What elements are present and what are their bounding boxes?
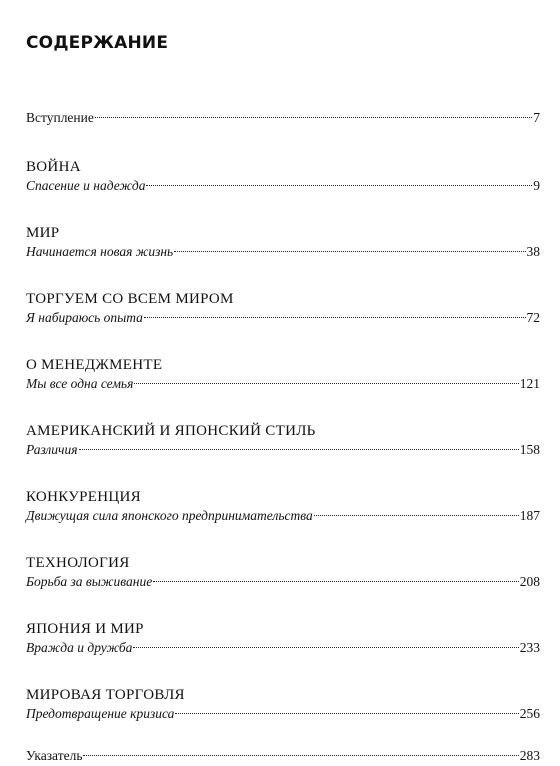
dot-leader bbox=[174, 251, 525, 252]
toc-page-number: 187 bbox=[519, 508, 540, 523]
toc-line bbox=[26, 176, 540, 196]
dot-leader bbox=[134, 383, 518, 384]
chapter-title: ТОРГУЕМ СО ВСЕМ МИРОМ bbox=[26, 291, 234, 307]
chapter-title: О МЕНЕДЖМЕНТЕ bbox=[26, 357, 163, 373]
toc-entry-chapter[interactable] bbox=[26, 290, 540, 328]
chapter-subtitle: Различия bbox=[26, 442, 78, 457]
toc-page-number: 38 bbox=[526, 244, 540, 259]
page-title: СОДЕРЖАНИЕ bbox=[26, 33, 169, 53]
toc-entry-index[interactable] bbox=[26, 746, 540, 766]
chapter-subtitle: Движущая сила японского предпринимательства bbox=[26, 508, 313, 523]
chapter-title: ТЕХНОЛОГИЯ bbox=[26, 555, 130, 571]
dot-leader bbox=[83, 755, 518, 756]
toc-page-number: 233 bbox=[519, 640, 540, 655]
toc-entry-chapter[interactable] bbox=[26, 686, 540, 724]
toc-line bbox=[26, 108, 540, 128]
toc-line bbox=[26, 572, 540, 592]
toc-entry-chapter[interactable] bbox=[26, 554, 540, 592]
toc-entry-chapter[interactable] bbox=[26, 488, 540, 526]
chapter-subtitle: Спасение и надежда bbox=[26, 178, 146, 193]
toc-page-number: 72 bbox=[526, 310, 540, 325]
toc-line bbox=[26, 506, 540, 526]
toc-entry-chapter[interactable] bbox=[26, 158, 540, 196]
chapter-subtitle: Борьба за выживание bbox=[26, 574, 153, 589]
toc-line bbox=[26, 242, 540, 262]
toc-line bbox=[26, 746, 540, 766]
toc-entry-chapter[interactable] bbox=[26, 422, 540, 460]
toc-line bbox=[26, 704, 540, 724]
toc-page-number: 208 bbox=[519, 574, 540, 589]
chapter-subtitle: Предотвращение кризиса bbox=[26, 706, 175, 721]
dot-leader bbox=[79, 449, 519, 450]
dot-leader bbox=[314, 515, 519, 516]
chapter-subtitle: Мы все одна семья bbox=[26, 376, 134, 391]
dot-leader bbox=[146, 185, 532, 186]
chapter-title: ЯПОНИЯ И МИР bbox=[26, 621, 144, 637]
toc-page-number: 121 bbox=[519, 376, 540, 391]
toc-page-number: 7 bbox=[533, 110, 540, 125]
chapter-title: МИРОВАЯ ТОРГОВЛЯ bbox=[26, 687, 185, 703]
chapter-subtitle: Начинается новая жизнь bbox=[26, 244, 174, 259]
toc-page-number: 256 bbox=[519, 706, 540, 721]
toc-line bbox=[26, 374, 540, 394]
dot-leader bbox=[153, 581, 519, 582]
chapter-subtitle: Я набираюсь опыта bbox=[26, 310, 143, 325]
toc-line bbox=[26, 308, 540, 328]
chapter-title: КОНКУРЕНЦИЯ bbox=[26, 489, 141, 505]
toc-entry-chapter[interactable] bbox=[26, 356, 540, 394]
toc-entry-label: Вступление bbox=[26, 110, 94, 125]
toc-line bbox=[26, 638, 540, 658]
toc-entry-label: Указатель bbox=[26, 748, 83, 763]
dot-leader bbox=[175, 713, 518, 714]
toc-entry-chapter[interactable] bbox=[26, 620, 540, 658]
chapter-title: АМЕРИКАНСКИЙ И ЯПОНСКИЙ СТИЛЬ bbox=[26, 423, 316, 439]
chapter-title: ВОЙНА bbox=[26, 159, 81, 175]
toc-page-number: 283 bbox=[519, 748, 540, 763]
toc-page-number: 9 bbox=[533, 178, 540, 193]
dot-leader bbox=[144, 317, 526, 318]
toc-page-number: 158 bbox=[519, 442, 540, 457]
chapter-subtitle: Вражда и дружба bbox=[26, 640, 133, 655]
toc-line bbox=[26, 440, 540, 460]
dot-leader bbox=[95, 117, 532, 118]
toc-entry-chapter[interactable] bbox=[26, 224, 540, 262]
chapter-title: МИР bbox=[26, 225, 60, 241]
toc-entry-intro[interactable] bbox=[26, 108, 540, 128]
dot-leader bbox=[133, 647, 518, 648]
